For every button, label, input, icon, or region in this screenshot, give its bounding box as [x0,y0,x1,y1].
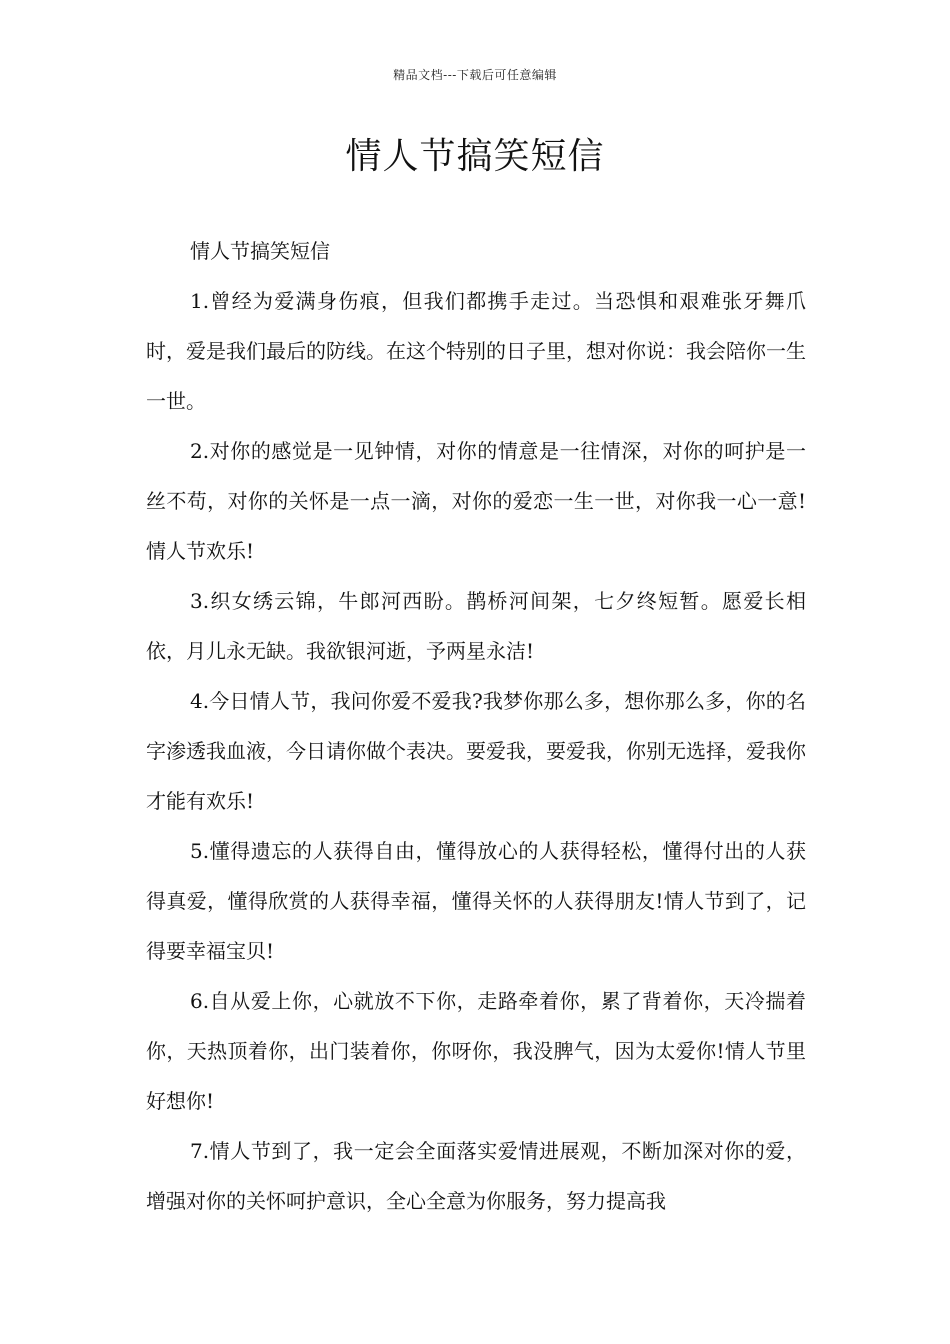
paragraph-message-5: 5.懂得遗忘的人获得自由，懂得放心的人获得轻松，懂得付出的人获得真爱，懂得欣赏的人获得幸福，懂得关怀的人获得朋友!情人节到了，记得要幸福宝贝! [146,839,806,963]
document-body [146,226,806,1226]
paragraph-subtitle: 情人节搞笑短信 [190,239,330,263]
paragraph-message-7: 7.情人节到了，我一定会全面落实爱情进展观，不断加深对你的爱，增强对你的关怀呵护意识，全心全意为你服务，努力提高我 [146,1139,806,1213]
paragraph-message-3: 3.织女绣云锦，牛郎河西盼。鹊桥河间架，七夕终短暂。愿爱长相依，月儿永无缺。我欲银河逝，予两星永洁! [146,589,806,663]
document-title: 情人节搞笑短信 [345,136,605,177]
paragraph-message-6: 6.自从爱上你，心就放不下你，走路牵着你，累了背着你，天冷揣着你，天热顶着你，出门装着你，你呀你，我没脾气，因为太爱你!情人节里好想你! [146,989,806,1113]
header-note: 精品文档---下载后可任意编辑 [393,68,557,82]
paragraph-message-4: 4.今日情人节，我问你爱不爱我?我梦你那么多，想你那么多，你的名字渗透我血液，今日请你做个表决。要爱我，要爱我，你别无选择，爱我你才能有欢乐! [146,689,806,813]
paragraph-message-1: 1.曾经为爱满身伤痕，但我们都携手走过。当恐惧和艰难张牙舞爪时，爱是我们最后的防线。在这个特别的日子里，想对你说：我会陪你一生一世。 [146,289,806,413]
paragraph-message-2: 2.对你的感觉是一见钟情，对你的情意是一往情深，对你的呵护是一丝不苟，对你的关怀是一点一滴，对你的爱恋一生一世，对你我一心一意!情人节欢乐! [146,439,806,563]
